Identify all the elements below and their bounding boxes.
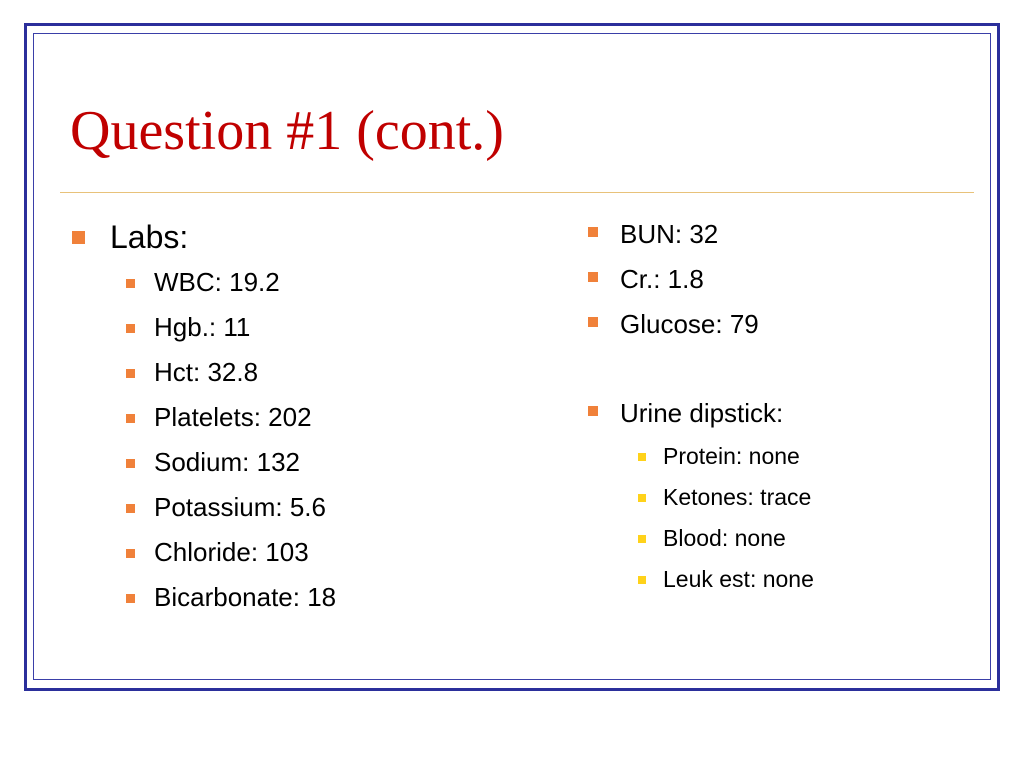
list-item [72,530,512,575]
list-item-label: Potassium: 5.6 [154,492,326,522]
slide-title: Question #1 (cont.) [70,100,504,162]
list-item-label: Hct: 32.8 [154,357,259,387]
list-item-label: Glucose: 79 [620,309,759,339]
list-item-label: Hgb.: 11 [154,312,251,342]
list-spacer [588,347,968,391]
list-item-label: Labs: [110,219,189,255]
square-bullet-icon [638,453,646,461]
square-bullet-icon [126,369,135,378]
square-bullet-icon [126,414,135,423]
square-bullet-icon [638,576,646,584]
left-column [72,214,512,620]
title-divider [60,192,974,193]
square-bullet-icon [126,279,135,288]
list-item-label: Blood: none [663,525,786,551]
square-bullet-icon [588,406,598,416]
list-item [588,559,968,600]
list-item-label: Sodium: 132 [154,447,300,477]
list-item-label: Platelets: 202 [154,402,312,432]
list-item [588,302,968,347]
list-item [588,257,968,302]
list-item [588,212,968,257]
list-item-label: Leuk est: none [663,566,814,592]
square-bullet-icon [588,227,598,237]
square-bullet-icon [126,459,135,468]
list-item-label: Chloride: 103 [154,537,309,567]
list-item [72,440,512,485]
list-item-label: Bicarbonate: 18 [154,582,337,612]
list-item-labs [72,214,512,260]
list-item [588,518,968,559]
square-bullet-icon [126,594,135,603]
right-column [588,212,968,600]
list-item [72,305,512,350]
square-bullet-icon [588,272,598,282]
square-bullet-icon [72,231,85,244]
square-bullet-icon [638,494,646,502]
list-item-label: Protein: none [663,443,800,469]
list-item [588,436,968,477]
list-item-urine-dipstick [588,391,968,436]
list-item-label: Ketones: trace [663,484,812,510]
list-item-label: Urine dipstick: [620,398,784,428]
list-item [72,260,512,305]
list-item [72,395,512,440]
square-bullet-icon [638,535,646,543]
list-item [72,575,512,620]
square-bullet-icon [588,317,598,327]
list-item-label: Cr.: 1.8 [620,264,704,294]
list-item [72,485,512,530]
list-item-label: WBC: 19.2 [154,267,280,297]
square-bullet-icon [126,549,135,558]
square-bullet-icon [126,324,135,333]
list-item [72,350,512,395]
list-item-label: BUN: 32 [620,219,719,249]
square-bullet-icon [126,504,135,513]
list-item [588,477,968,518]
